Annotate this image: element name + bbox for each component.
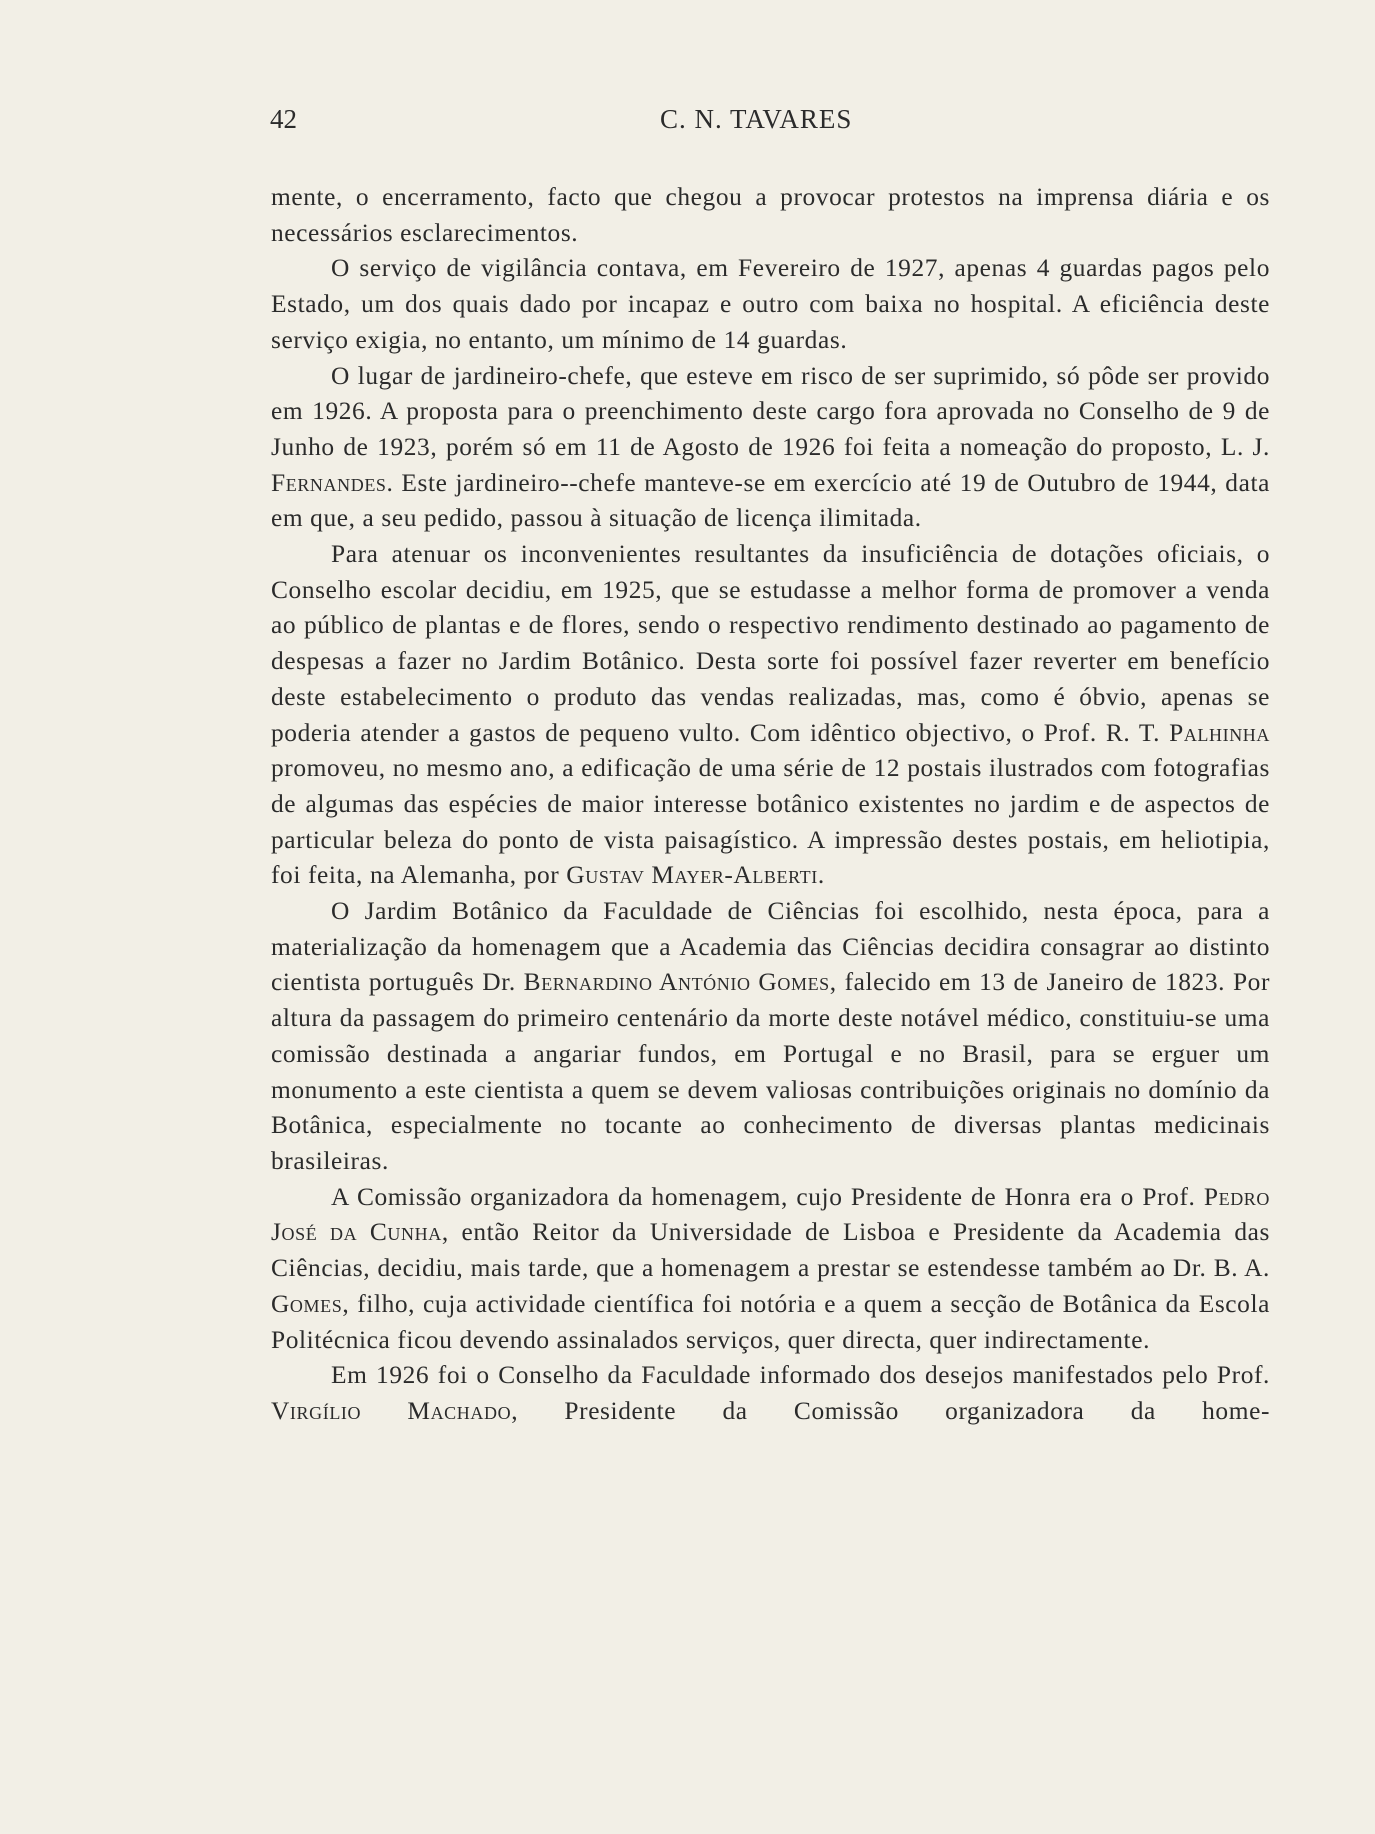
- text-run: O serviço de vigilância contava, em Fevereiro de 1927, apenas 4 guardas pagos pelo Estado, um dos quais dado por incapaz e outro com baixa no hospital. A eficiência deste serviço exigia, no entanto, um mínimo de 14 guardas.: [271, 254, 1270, 354]
- text-run: .: [817, 861, 825, 890]
- body-text: [271, 180, 1270, 1430]
- paragraph-5: [271, 894, 1270, 1180]
- page-number: 42: [270, 104, 297, 134]
- text-run: Em 1926 foi o Conselho da Faculdade informado dos desejos manifestados pelo Prof.: [331, 1361, 1270, 1390]
- person-name: Virgílio Machado: [271, 1396, 512, 1425]
- person-name: Gustav Mayer-Alberti: [566, 861, 818, 890]
- text-run: , Presidente da Comissão organizadora da home-: [511, 1396, 1270, 1425]
- text-run: . Este jardineiro--chefe manteve-se em exercício até 19 de Outubro de 1944, data em que, a seu pedido, passou à situação de licença ilimitada.: [271, 468, 1270, 533]
- text-run: O lugar de jardineiro-chefe, que esteve em risco de ser suprimido, só pôde ser provido em 1926. A proposta para o preenchimento deste cargo fora aprovada no Conselho de 9 de Junho de 1923, porém só em 11 de Agosto de 1926 foi feita a nomeação do proposto, L. J.: [271, 361, 1270, 461]
- text-run: Para atenuar os inconvenientes resultantes da insuficiência de dotações oficiais, o Conselho escolar decidiu, em 1925, que se estudasse a melhor forma de promover a venda ao público de plantas e de flores, sendo o respectivo rendimento destinado ao pagamento de despesas a fazer no Jardim Botânico. Desta sorte foi possível fazer reverter em benefício deste estabelecimento o produto das vendas realizadas, mas, como é óbvio, apenas se poderia atender a gastos de pequeno vulto. Com idêntico objectivo, o Prof. R. T.: [271, 540, 1270, 747]
- text-run: mente, o encerramento, facto que chegou a provocar protestos na imprensa diária e os necessários esclarecimentos.: [271, 183, 1270, 247]
- text-run: O Jardim Botânico da Faculdade de Ciências foi escolhido, nesta época, para a materialização da homenagem que a Academia das Ciências decidira consagrar ao distinto cientista português Dr.: [271, 897, 1270, 997]
- text-run: , filho, cuja actividade científica foi notória e a quem a secção de Botânica da Escola Politécnica ficou devendo assinalados serviços, quer directa, quer indirectamente.: [271, 1289, 1270, 1354]
- paragraph-7: [271, 1358, 1270, 1429]
- person-name: Pedro José da Cunha: [271, 1182, 1270, 1247]
- page-header: [270, 104, 1270, 144]
- paragraph-2: [271, 251, 1270, 358]
- running-head: C. N. TAVARES: [660, 104, 853, 134]
- paragraph-4: [271, 537, 1270, 894]
- paragraph-6: [271, 1180, 1270, 1359]
- paragraph-3: [271, 359, 1270, 538]
- person-name: Palhinha: [1169, 718, 1270, 747]
- person-name: Bernardino António Gomes: [523, 968, 830, 997]
- text-run: , então Reitor da Universidade de Lisboa e Presidente da Academia das Ciências, decidiu, mais tarde, que a homenagem a prestar se estendesse também ao Dr. B. A.: [271, 1218, 1270, 1283]
- paragraph-1: [271, 180, 1270, 251]
- text-run: promoveu, no mesmo ano, a edificação de uma série de 12 postais ilustrados com fotografias de algumas das espécies de maior interesse botânico existentes no jardim e de aspectos de particular beleza do ponto de vista paisagístico. A impressão destes postais, em heliotipia, foi feita, na Alemanha, por: [271, 754, 1270, 890]
- text-run: , falecido em 13 de Janeiro de 1823. Por altura da passagem do primeiro centenário da morte deste notável médico, constituiu-se uma comissão destinada a angariar fundos, em Portugal e no Brasil, para se erguer um monumento a este cientista a quem se devem valiosas contribuições originais no domínio da Botânica, especialmente no tocante ao conhecimento de diversas plantas medicinais brasileiras.: [271, 968, 1271, 1175]
- person-name: Fernandes: [271, 468, 387, 497]
- text-run: A Comissão organizadora da homenagem, cujo Presidente de Honra era o Prof.: [331, 1182, 1204, 1211]
- person-name: Gomes: [271, 1289, 343, 1318]
